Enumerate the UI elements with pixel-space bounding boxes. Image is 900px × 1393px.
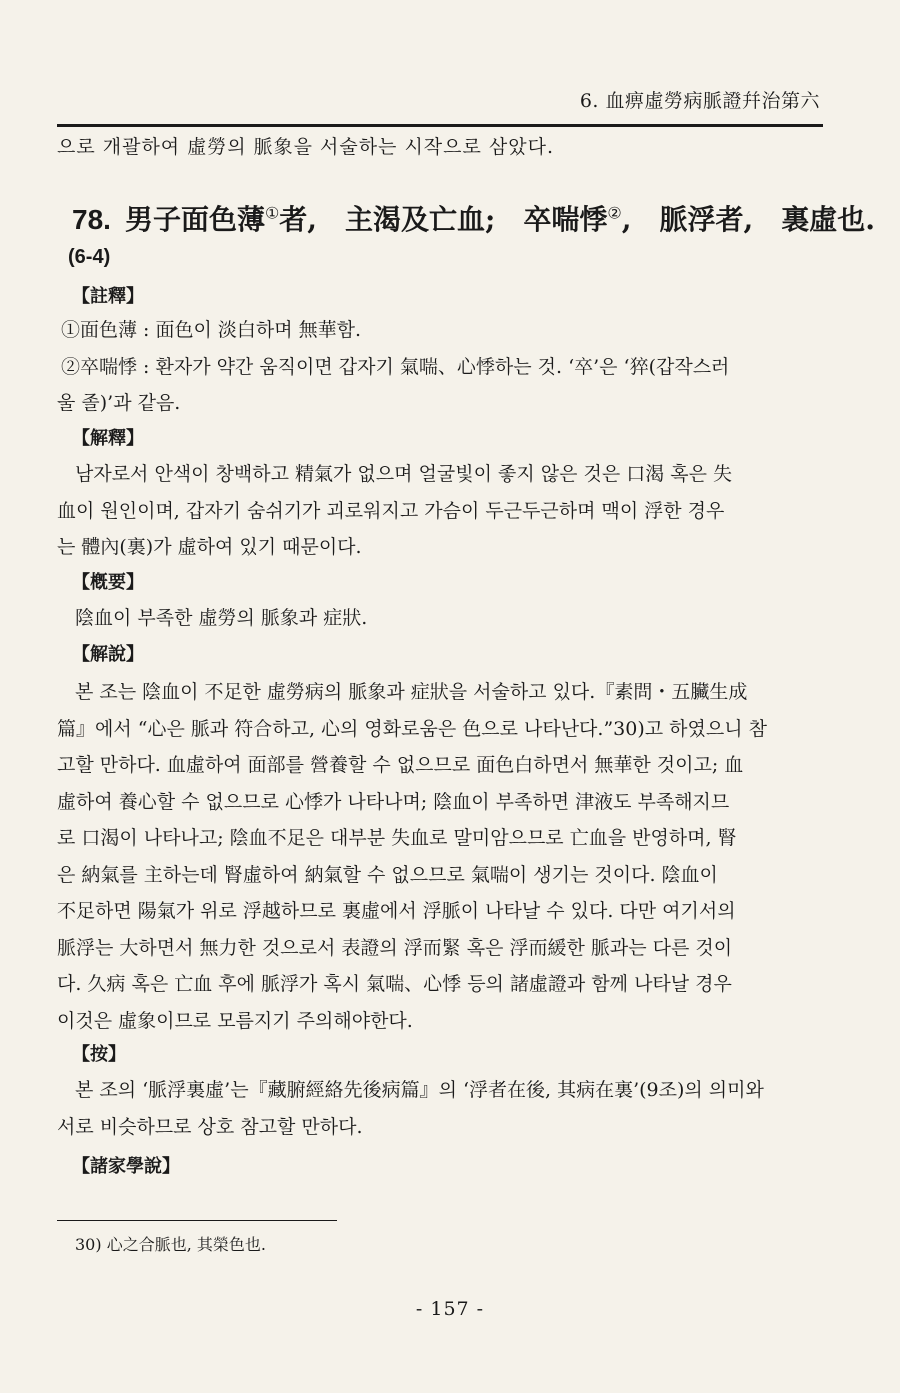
page-number: - 157 - [415, 1298, 485, 1320]
heading-gaiyao: 【槪要】 [72, 572, 144, 593]
gaiyao-block [57, 600, 827, 637]
heading-zhujia: 【諸家學說】 [72, 1156, 180, 1177]
an-line: 서로 비슷하므로 상호 참고할 만하다. [57, 1115, 363, 1138]
footnote: 30) 心之合脈也, 其榮色也. [75, 1235, 266, 1254]
header-rule [57, 124, 823, 127]
jieshuo-line: 고할 만하다. 血虛하여 面部를 營養할 수 없으므로 面色白하면서 無華한 것이고; 血 [57, 754, 744, 776]
footnote-rule [57, 1220, 337, 1221]
jieshuo-line: 다. 久病 혹은 亡血 후에 脈浮가 혹시 氣喘、心悸 등의 諸虛證과 함께 나타날 경우 [57, 973, 732, 995]
jieshuo-line: 로 口渴이 나타나고; 陰血不足은 대부분 失血로 말미암으므로 亡血을 반영하며, 腎 [57, 827, 737, 849]
zhushi-line: ①面色薄 : 面色이 淡白하며 無華함. [61, 319, 362, 341]
heading-jieshi: 【解釋】 [72, 428, 144, 449]
article-number: 78. [72, 204, 111, 235]
gaiyao-line: 陰血이 부족한 虛勞의 脈象과 症狀. [75, 607, 368, 629]
jieshi-line: 는 體內(裏)가 虛하여 있기 때문이다. [57, 536, 362, 558]
article-text-3: , 脈浮者, 裏虛也. [621, 203, 875, 236]
zhushi-line: 울 졸)’과 같음. [57, 392, 181, 414]
heading-jieshuo: 【解說】 [72, 644, 144, 665]
article-text-2: 者, 主渴及亡血; 卒喘悸 [279, 203, 608, 236]
an-line: 본 조의 ‘脈浮裏虛’는『藏腑經絡先後病篇』의 ‘浮者在後, 其病在裏’(9조)의 의미와 [75, 1079, 764, 1101]
jieshuo-line: 이것은 虛象이므로 모름지기 주의해야한다. [57, 1009, 413, 1032]
jieshuo-line: 篇』에서 “心은 脈과 符合하고, 心의 영화로움은 色으로 나타난다.”30)고 하였으니 참 [57, 717, 767, 740]
jieshuo-line: 虛하여 養心할 수 없으므로 心悸가 나타나며; 陰血이 부족하면 津液도 부족해지므 [57, 790, 730, 813]
note-mark-1: ① [264, 203, 280, 223]
zhushi-line: ②卒喘悸 : 환자가 약간 움직이면 갑자기 氣喘、心悸하는 것. ‘卒’은 ‘猝(갑작스러 [61, 355, 730, 378]
article-reference: (6-4) [68, 246, 111, 268]
heading-zhushi: 【註釋】 [72, 286, 144, 307]
jieshi-line: 남자로서 안색이 창백하고 精氣가 없으며 얼굴빛이 좋지 않은 것은 口渴 혹은 失 [75, 463, 732, 485]
article-title [72, 198, 875, 238]
jieshuo-line: 脈浮는 大하면서 無力한 것으로서 表證의 浮而緊 혹은 浮而緩한 脈과는 다른 것이 [57, 936, 733, 959]
running-head: 6. 血痹虛勞病脈證幷治第六 [579, 90, 820, 112]
jieshuo-line: 본 조는 陰血이 不足한 虛勞病의 脈象과 症狀을 서술하고 있다.『素問・五臟生成 [75, 681, 748, 703]
note-mark-2: ② [607, 203, 622, 223]
an-block [57, 1072, 827, 1145]
jieshuo-line: 은 納氣를 主하는데 腎虛하여 納氣할 수 없으므로 氣喘이 생기는 것이다. 陰血이 [57, 863, 718, 886]
continuation-line: 으로 개괄하여 虛勞의 脈象을 서술하는 시작으로 삼았다. [57, 136, 555, 158]
zhushi-block [57, 312, 827, 422]
heading-an: 【按】 [72, 1044, 126, 1065]
jieshi-block [57, 456, 827, 566]
jieshi-line: 血이 원인이며, 갑자기 숨쉬기가 괴로워지고 가슴이 두근두근하며 맥이 浮한 경우 [57, 499, 725, 522]
jieshuo-line: 不足하면 陽氣가 위로 浮越하므로 裏虛에서 浮脈이 나타날 수 있다. 다만 여기서의 [57, 900, 736, 922]
article-text-1: 男子面色薄 [124, 203, 265, 236]
jieshuo-block [57, 674, 827, 1039]
